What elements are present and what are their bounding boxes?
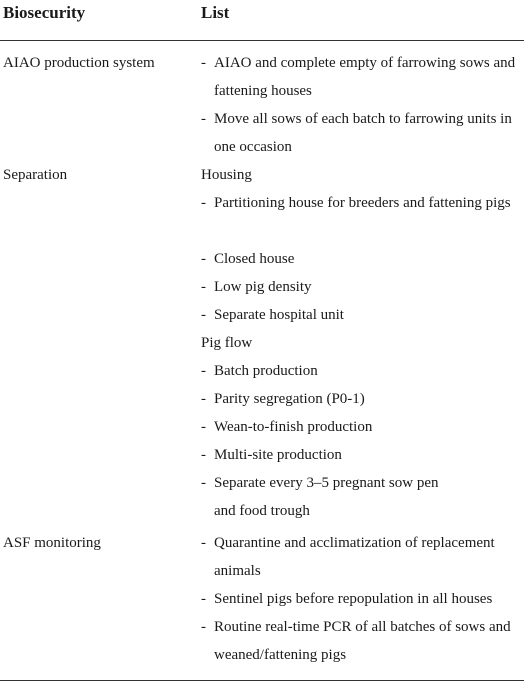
list-item: - Move all sows of each batch to farrowing units in one occasion (201, 105, 521, 161)
bullet-dash: - (201, 363, 206, 379)
table-header (0, 0, 524, 40)
category-asf-monitoring: ASF monitoring (3, 535, 101, 551)
list-item: - Sentinel pigs before repopulation in all houses (201, 585, 521, 613)
list-item: - Wean-to-finish production (201, 413, 521, 441)
bullet-dash: - (201, 55, 206, 71)
list-item: - Parity segregation (P0-1) (201, 385, 521, 413)
bullet-dash: - (201, 111, 206, 127)
list-item: - Quarantine and acclimatization of replacement animals (201, 529, 521, 585)
bullet-dash: - (201, 447, 206, 463)
bullet-dash: - (201, 251, 206, 267)
category-separation: Separation (3, 167, 68, 183)
list-item: - Partitioning house for breeders and fattening pigs (201, 189, 521, 217)
bullet-dash: - (201, 619, 206, 635)
subheading-housing: Housing (201, 167, 252, 183)
bullet-dash: - (201, 391, 206, 407)
list-item: - Routine real-time PCR of all batches of sows and weaned/fattening pigs (201, 613, 521, 669)
header-rule (0, 40, 524, 41)
bullet-dash: - (201, 475, 206, 491)
list-item: - Batch production (201, 357, 521, 385)
bullet-dash: - (201, 419, 206, 435)
list-item: - Low pig density (201, 273, 521, 301)
subheading-pig-flow: Pig flow (201, 335, 253, 351)
list-item: - Separate hospital unit (201, 301, 521, 329)
list-item: - Closed house (201, 245, 521, 273)
bullet-dash: - (201, 307, 206, 323)
bullet-dash: - (201, 195, 206, 211)
list-item: - AIAO and complete empty of farrowing sows and fattening houses (201, 49, 521, 105)
bullet-dash: - (201, 591, 206, 607)
list-item: - Multi-site production (201, 441, 521, 469)
list-item: - Separate every 3–5 pregnant sow pen and food trough (201, 469, 456, 525)
header-list: List (201, 3, 230, 22)
bottom-rule (0, 680, 524, 681)
bullet-dash: - (201, 279, 206, 295)
category-aiao: AIAO production system (3, 55, 155, 71)
header-biosecurity: Biosecurity (3, 3, 86, 22)
bullet-dash: - (201, 535, 206, 551)
